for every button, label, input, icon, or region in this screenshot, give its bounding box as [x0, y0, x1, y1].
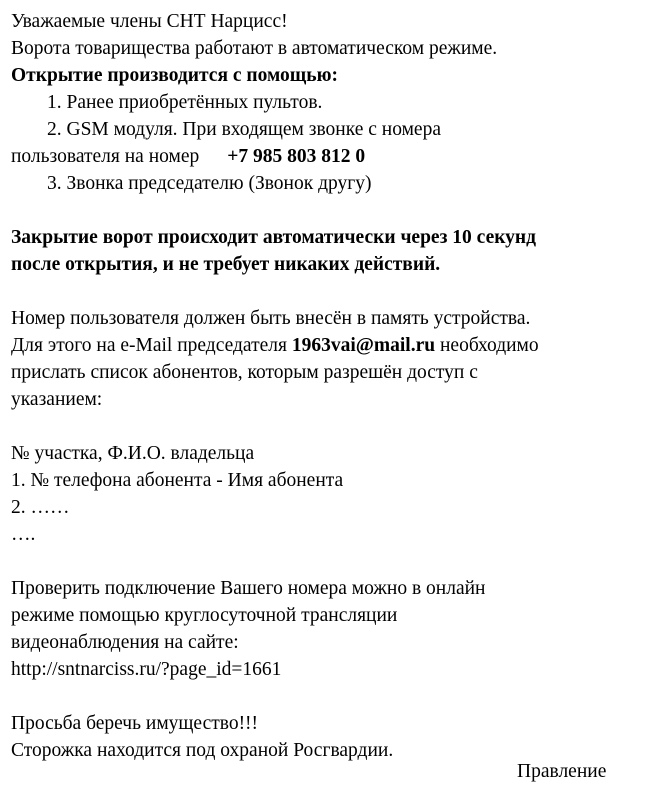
check-line-2: режиме помощью круглосуточной трансляции [11, 605, 398, 626]
check-line-3: видеонаблюдения на сайте: [11, 632, 239, 653]
format-header: № участка, Ф.И.О. владельца [11, 443, 255, 464]
intro-text: Ворота товарищества работают в автоматическом режиме. [11, 38, 498, 59]
check-line-1: Проверить подключение Вашего номера можно в онлайн [11, 578, 486, 599]
registration-line-2-start: Для этого на e-Mail председателя [11, 335, 292, 356]
gsm-phone-number: +7 985 803 812 0 [227, 146, 366, 167]
method-item-call-chairman: 3. Звонка председателю (Звонок другу) [47, 173, 372, 194]
greeting: Уважаемые члены СНТ Нарцисс! [11, 11, 288, 32]
spacer [11, 683, 651, 710]
registration-line-2-end: необходимо [435, 335, 539, 356]
request-text: Просьба беречь имущество!!! [11, 713, 259, 734]
chairman-email: 1963vai@mail.ru [291, 335, 436, 356]
format-row-1: 1. № телефона абонента - Имя абонента [11, 470, 344, 491]
registration-line-1: Номер пользователя должен быть внесён в память устройства. [11, 308, 531, 329]
gsm-number-label: пользователя на номер [11, 146, 200, 167]
registration-line-3: прислать список абонентов, которым разрешён доступ с [11, 362, 478, 383]
spacer [11, 197, 651, 224]
closing-text-line-2: после открытия, и не требует никаких действий. [11, 254, 441, 275]
signature: Правление [517, 761, 607, 782]
method-item-gsm-continued [11, 143, 651, 170]
method-item-remotes: 1. Ранее приобретённых пультов. [47, 92, 323, 113]
camera-url: http://sntnarciss.ru/?page_id=1661 [11, 659, 282, 680]
opening-heading: Открытие производится с помощью: [11, 65, 338, 86]
spacer [11, 413, 651, 440]
format-row-2: 2. …… [11, 497, 70, 518]
closing-text-line-1: Закрытие ворот происходит автоматически через 10 секунд [11, 227, 537, 248]
registration-line-2 [11, 332, 651, 359]
method-item-gsm: 2. GSM модуля. При входящем звонке с номера [47, 119, 441, 140]
spacer [11, 278, 651, 305]
spacer [11, 548, 651, 575]
guard-text: Сторожка находится под охраной Росгвардии. [11, 740, 394, 761]
notice-document [11, 8, 651, 764]
registration-line-4: указанием: [11, 389, 103, 410]
format-row-3: …. [11, 524, 36, 545]
